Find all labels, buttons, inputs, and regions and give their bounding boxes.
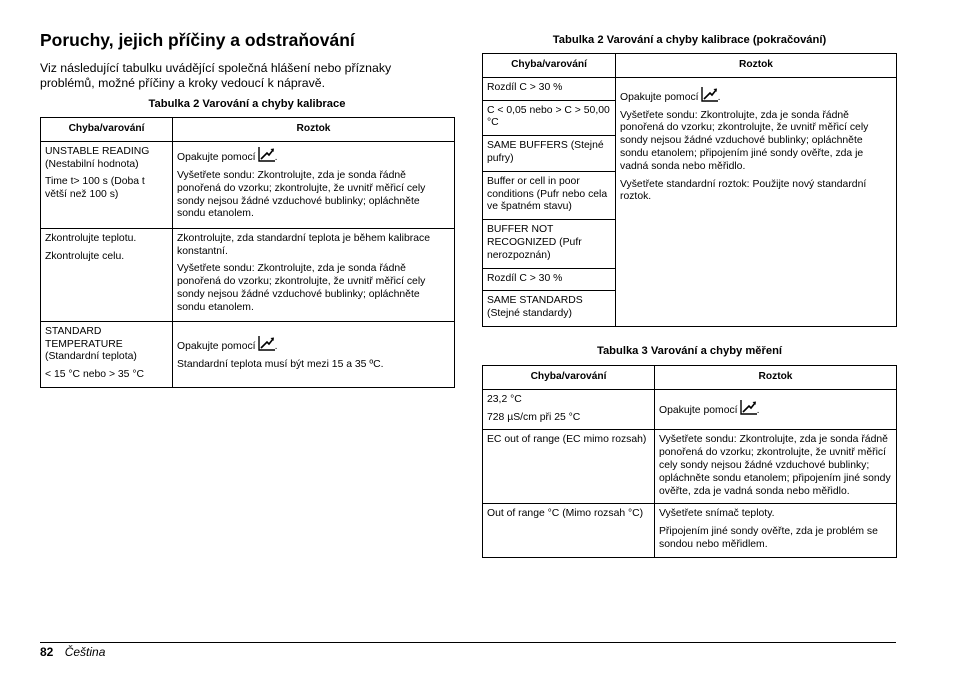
table2-continued	[482, 53, 897, 327]
page-heading: Poruchy, jejich příčiny a odstraňování	[40, 30, 355, 50]
error-detail: Zkontrolujte celu.	[45, 250, 125, 262]
error-detail: 728 µS/cm při 25 °C	[487, 411, 581, 423]
solution-text: Vyšetřete sondu: Zkontrolujte, zda je sonda řádně ponořená do vzorku; zkontrolujte, že uvnitř měřicí cely sondy nejsou žádné vzduchové bublinky; opláchněte sondu etanolem.	[177, 170, 426, 220]
footer-language: Čeština	[64, 645, 106, 659]
calibration-graph-icon	[258, 147, 275, 162]
solution-text: Zkontrolujte, zda standardní teplota je během kalibrace konstantní.	[177, 232, 430, 257]
table3-caption: Tabulka 3 Varování a chyby měření	[596, 345, 783, 357]
calibration-graph-icon	[258, 336, 275, 351]
table3	[482, 365, 897, 558]
error-cell: EC out of range (EC mimo rozsah)	[483, 430, 655, 504]
solution-text: Vyšetřete sondu: Zkontrolujte, zda je sonda řádně ponořená do vzorku; zkontrolujte, že uvnitř měřicí cely sondy nejsou žádné vzduchové bublinky; opláchněte sondu etanolem.	[177, 263, 426, 313]
col-header-solution: Roztok	[616, 54, 897, 78]
calibration-graph-icon	[701, 87, 718, 102]
table-row	[483, 430, 897, 504]
solution-cell: Opakujte pomocí . Vyšetřete sondu: Zkontrolujte, zda je sonda řádně ponořená do vzorku; zkontrolujte, že uvnitř měřicí cely sondy nejsou žádné vzduchové bublinky; opláchněte sondu etanolem.	[173, 141, 455, 228]
error-cell	[41, 228, 173, 321]
solution-text: Opakujte pomocí	[620, 91, 699, 103]
col-header-error: Chyba/varování	[41, 118, 173, 142]
error-cell	[483, 389, 655, 430]
error-text: 23,2 °C	[487, 393, 522, 405]
solution-cell: Opakujte pomocí .	[655, 389, 897, 430]
intro-paragraph: Viz následující tabulku uvádějící společná hlášení nebo příznaky problémů, možné příčiny a kroky vedoucí k nápravě.	[40, 61, 392, 90]
error-cell: Rozdíl C > 30 %	[483, 77, 616, 100]
solution-text: Standardní teplota musí být mezi 15 a 35 ºC.	[177, 358, 384, 370]
col-header-error: Chyba/varování	[483, 54, 616, 78]
error-cell	[41, 141, 173, 228]
page-number: 82	[40, 645, 54, 659]
error-text: UNSTABLE READING (Nestabilní hodnota)	[45, 145, 150, 170]
solution-text: Připojením jiné sondy ověřte, zda je problém se sondou nebo měřidlem.	[659, 526, 878, 550]
solution-text: Opakujte pomocí	[177, 152, 256, 164]
error-cell	[41, 321, 173, 387]
solution-cell: Vyšetřete sondu: Zkontrolujte, zda je sonda řádně ponořená do vzorku; zkontrolujte, že uvnitř měřicí cely sondy nejsou žádné vzduchové bublinky; opláchněte sondu etanolem; připojením jiné sondy ověřte, zda je vadná sonda nebo měřidlo.	[655, 430, 897, 504]
solution-cell	[173, 228, 455, 321]
error-cell: SAME BUFFERS (Stejné pufry)	[483, 136, 616, 172]
error-text: STANDARD TEMPERATURE (Standardní teplota)	[45, 325, 137, 363]
solution-text: Opakujte pomocí	[659, 405, 738, 417]
table-row	[41, 141, 455, 228]
error-cell: SAME STANDARDS (Stejné standardy)	[483, 291, 616, 327]
error-cell: C < 0,05 nebo > C > 50,00 °C	[483, 100, 616, 136]
solution-text: Vyšetřete snímač teploty.	[659, 508, 775, 520]
solution-text: Vyšetřete sondu: Zkontrolujte, zda je sonda řádně ponořená do vzorku; zkontrolujte, že uvnitř měřicí cely sondy nejsou žádné vzduchové bublinky; opláchněte sondu etanolem; připojením jiné sondy ověřte, zda je vadná sonda nebo měřidlo.	[620, 109, 869, 172]
footer-divider	[40, 642, 896, 643]
solution-text: Vyšetřete standardní roztok: Použijte nový standardní roztok.	[620, 178, 867, 203]
table-row	[483, 389, 897, 430]
table2	[40, 117, 455, 388]
error-cell: Rozdíl C > 30 %	[483, 268, 616, 291]
error-cell: Out of range °C (Mimo rozsah °C)	[483, 504, 655, 557]
table-header-row	[41, 118, 455, 142]
error-cell: BUFFER NOT RECOGNIZED (Pufr nerozpoznán)	[483, 220, 616, 268]
table-row	[41, 321, 455, 387]
error-cell: Buffer or cell in poor conditions (Pufr nebo cela ve špatném stavu)	[483, 171, 616, 219]
solution-cell	[655, 504, 897, 557]
solution-cell: Opakujte pomocí . Vyšetřete sondu: Zkontrolujte, zda je sonda řádně ponořená do vzorku; zkontrolujte, že uvnitř měřicí cely sondy nejsou žádné vzduchové bublinky; opláchněte sondu etanolem; připojením jiné sondy ověřte, zda je vadná sonda nebo měřidlo. Vyšetřete standardní roztok: Použijte nový standardní roztok.	[616, 77, 897, 326]
error-detail: < 15 °C nebo > 35 °C	[45, 369, 145, 381]
error-text: Zkontrolujte teplotu.	[45, 232, 137, 244]
solution-text: Opakujte pomocí	[177, 341, 256, 353]
calibration-graph-icon	[740, 400, 757, 415]
error-detail: Time t> 100 s (Doba t větší než 100 s)	[45, 176, 145, 201]
page-footer	[40, 645, 105, 659]
col-header-error: Chyba/varování	[483, 366, 655, 390]
col-header-solution: Roztok	[655, 366, 897, 390]
solution-cell: Opakujte pomocí . Standardní teplota musí být mezi 15 a 35 ºC.	[173, 321, 455, 387]
table2cont-caption: Tabulka 2 Varování a chyby kalibrace (pokračování)	[552, 34, 827, 46]
table-row	[483, 504, 897, 557]
table2-caption: Tabulka 2 Varování a chyby kalibrace	[148, 98, 346, 110]
table-row	[483, 77, 897, 100]
table-header-row	[483, 54, 897, 78]
table-row	[41, 228, 455, 321]
col-header-solution: Roztok	[173, 118, 455, 142]
table-header-row	[483, 366, 897, 390]
